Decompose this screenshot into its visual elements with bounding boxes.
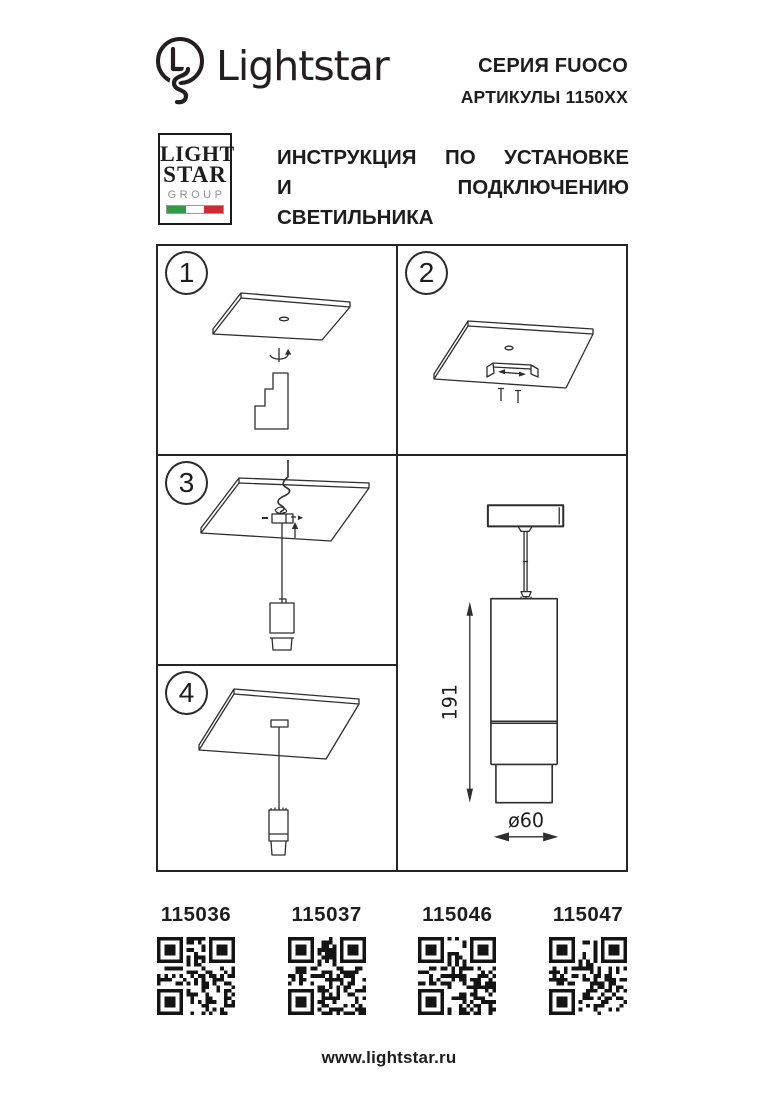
title-line-2: И ПОДКЛЮЧЕНИЮ СВЕТИЛЬНИКА xyxy=(277,176,629,229)
footer xyxy=(0,1048,778,1068)
step-number-badge: 3 xyxy=(165,461,208,505)
series-name: СЕРИЯ FUOCO xyxy=(478,55,628,77)
article-item xyxy=(407,903,507,1020)
badge-group: GROUP xyxy=(167,189,226,201)
qr-code xyxy=(549,937,627,1015)
lightstar-logo xyxy=(152,31,412,113)
step-panel-2 xyxy=(398,246,626,456)
page-title xyxy=(277,143,629,233)
step-number-badge: 4 xyxy=(165,671,208,715)
series-info xyxy=(461,55,628,108)
brand-wordmark: Lightstar xyxy=(216,42,389,90)
article-list xyxy=(146,903,638,1020)
articles-range: АРТИКУЛЫ 1150XX xyxy=(460,87,628,107)
step-panel-1 xyxy=(158,246,398,456)
article-code: 115046 xyxy=(422,903,493,926)
badge-star: STAR xyxy=(163,162,227,187)
height-dimension-label: 191 xyxy=(438,683,462,721)
lightbulb-icon xyxy=(152,33,212,113)
footer-url[interactable]: www.lightstar.ru xyxy=(321,1048,457,1067)
step-number-badge: 2 xyxy=(405,251,448,295)
article-code: 115037 xyxy=(291,903,362,926)
article-item xyxy=(277,903,377,1020)
title-line-1: ИНСТРУКЦИЯ ПО УСТАНОВКЕ xyxy=(277,146,629,169)
article-code: 115047 xyxy=(552,903,624,926)
dimension-drawing xyxy=(398,456,626,870)
dimensions-panel xyxy=(398,456,626,870)
qr-code xyxy=(288,937,366,1015)
badge-light: LIGHT xyxy=(160,141,235,166)
step-number-badge: 1 xyxy=(165,251,208,295)
instruction-steps-grid xyxy=(156,244,628,872)
step-panel-3 xyxy=(158,456,398,666)
italian-flag-stripe xyxy=(166,205,224,214)
diameter-dimension-label: ø60 xyxy=(508,808,545,832)
article-item xyxy=(538,903,638,1020)
qr-code xyxy=(418,937,496,1015)
article-item xyxy=(146,903,246,1020)
step-panel-4 xyxy=(158,666,398,870)
lightstar-group-badge xyxy=(158,133,235,225)
qr-code xyxy=(157,937,235,1015)
article-code: 115036 xyxy=(160,903,232,926)
